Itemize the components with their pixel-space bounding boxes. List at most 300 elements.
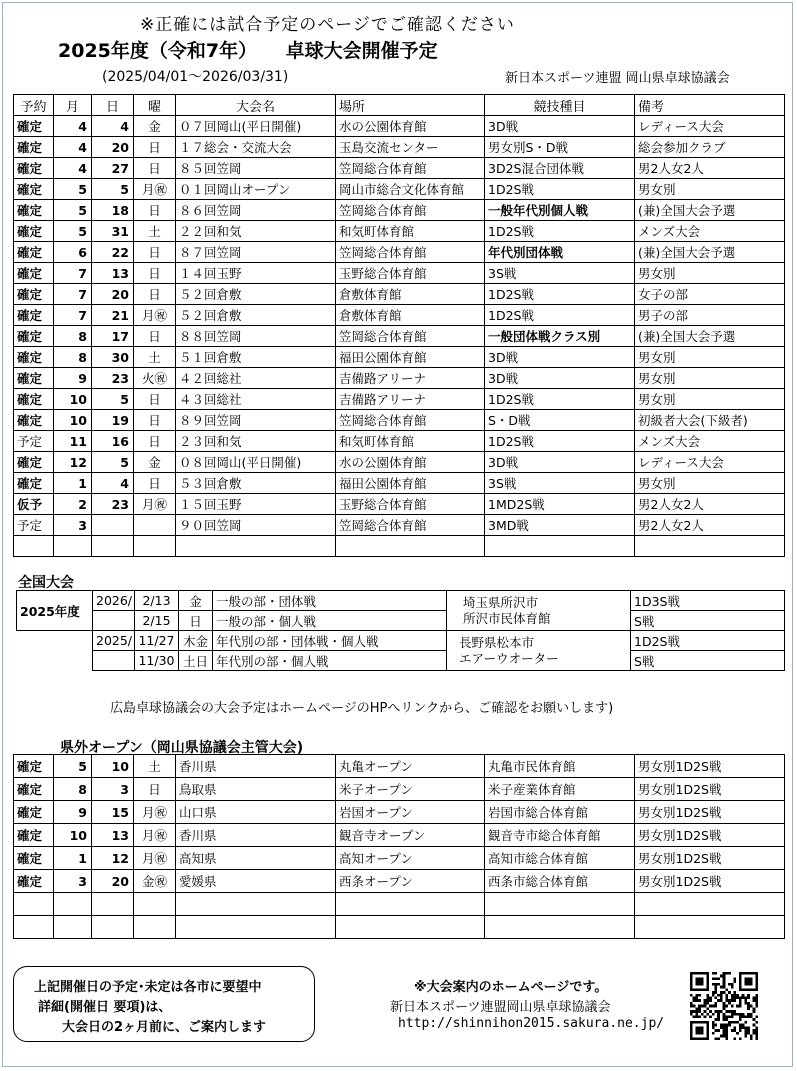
schedule-row — [14, 389, 785, 410]
schedule-cell-dow: 土 — [134, 347, 176, 368]
schedule-cell-month: 4 — [54, 158, 92, 179]
schedule-cell-month: 10 — [54, 389, 92, 410]
schedule-cell-dow: 日 — [134, 242, 176, 263]
national-dow: 金 — [179, 591, 213, 611]
info-line-3: 大会日の2ヶ月前に、ご案内します — [62, 1020, 267, 1035]
schedule-cell-day: 13 — [92, 263, 134, 284]
schedule-cell-name: １４回玉野 — [176, 263, 336, 284]
schedule-cell-event: 1D2S戦 — [485, 305, 635, 326]
schedule-cell-name: ４３回総社 — [176, 389, 336, 410]
external-row — [14, 824, 785, 847]
schedule-cell-month: 2 — [54, 494, 92, 515]
schedule-cell-month: 3 — [54, 515, 92, 536]
header-event: 競技種目 — [485, 95, 635, 116]
schedule-cell-note: 女子の部 — [635, 284, 785, 305]
national-event: S戦 — [631, 611, 785, 631]
empty-cell — [14, 536, 54, 557]
external-cell-event: 男女別1D2S戦 — [635, 870, 785, 893]
national-year — [93, 611, 135, 631]
schedule-cell-day: 20 — [92, 137, 134, 158]
schedule-cell-status: 確定 — [14, 410, 54, 431]
national-year — [93, 651, 135, 671]
schedule-cell-event: 1D2S戦 — [485, 431, 635, 452]
external-cell-status: 確定 — [14, 801, 54, 824]
national-row — [17, 591, 785, 611]
schedule-cell-event: 3MD戦 — [485, 515, 635, 536]
external-cell-pref: 香川県 — [176, 824, 336, 847]
external-cell-event: 男女別1D2S戦 — [635, 801, 785, 824]
schedule-cell-note: 男2人女2人 — [635, 515, 785, 536]
external-cell-name: 高知オープン — [336, 847, 485, 870]
schedule-cell-note: 男2人女2人 — [635, 494, 785, 515]
national-row — [17, 611, 785, 631]
schedule-cell-status: 確定 — [14, 263, 54, 284]
schedule-cell-month: 6 — [54, 242, 92, 263]
schedule-cell-name: ５２回倉敷 — [176, 284, 336, 305]
schedule-cell-place: 水の公園体育館 — [336, 116, 485, 137]
schedule-row — [14, 221, 785, 242]
schedule-cell-day: 30 — [92, 347, 134, 368]
external-cell-pref: 山口県 — [176, 801, 336, 824]
schedule-row — [14, 158, 785, 179]
external-cell-event: 男女別1D2S戦 — [635, 778, 785, 801]
schedule-cell-day: 21 — [92, 305, 134, 326]
external-row — [14, 778, 785, 801]
external-cell-month: 3 — [54, 870, 92, 893]
schedule-cell-dow: 月㊗ — [134, 179, 176, 200]
schedule-cell-event: 1D2S戦 — [485, 389, 635, 410]
schedule-header-row — [14, 95, 785, 116]
external-cell-dow: 月㊗ — [134, 847, 176, 870]
schedule-cell-note: レディース大会 — [635, 116, 785, 137]
external-row — [14, 755, 785, 778]
schedule-cell-month: 1 — [54, 473, 92, 494]
schedule-cell-month: 11 — [54, 431, 92, 452]
schedule-cell-note: レディース大会 — [635, 452, 785, 473]
schedule-row — [14, 137, 785, 158]
schedule-cell-note: 男女別 — [635, 473, 785, 494]
schedule-cell-dow: 火㊗ — [134, 368, 176, 389]
schedule-cell-status: 確定 — [14, 347, 54, 368]
schedule-cell-month: 5 — [54, 179, 92, 200]
external-cell-day: 10 — [92, 755, 134, 778]
schedule-cell-status: 確定 — [14, 221, 54, 242]
schedule-cell-place: 倉敷体育館 — [336, 305, 485, 326]
empty-cell — [54, 536, 92, 557]
schedule-cell-place: 福田公園体育館 — [336, 473, 485, 494]
homepage-url[interactable]: http://shinnihon2015.sakura.ne.jp/ — [398, 1016, 665, 1031]
link-note: 広島卓球協議会の大会予定はホームページのHPへリンクから、ご確認をお願いします) — [110, 701, 614, 716]
national-title: 全国大会 — [18, 575, 74, 591]
schedule-cell-dow: 土 — [134, 221, 176, 242]
schedule-table — [13, 94, 785, 557]
notice-text: ※正確には試合予定のページでご確認ください — [140, 15, 515, 35]
external-cell-day: 12 — [92, 847, 134, 870]
schedule-cell-dow: 日 — [134, 410, 176, 431]
schedule-cell-status: 確定 — [14, 473, 54, 494]
schedule-row — [14, 347, 785, 368]
external-cell-place: 米子産業体育館 — [485, 778, 635, 801]
national-date: 2/15 — [135, 611, 179, 631]
schedule-cell-month: 4 — [54, 137, 92, 158]
info-line-1: 上記開催日の予定･未定は各市に要望中 — [34, 980, 262, 995]
schedule-cell-place: 玉野総合体育館 — [336, 494, 485, 515]
schedule-cell-status: 予定 — [14, 431, 54, 452]
empty-cell — [54, 916, 92, 939]
schedule-row — [14, 179, 785, 200]
schedule-cell-note: (兼)全国大会予選 — [635, 200, 785, 221]
national-dow: 日 — [179, 611, 213, 631]
empty-cell — [336, 916, 485, 939]
national-division: 年代別の部・団体戦・個人戦 — [213, 631, 447, 651]
external-cell-place: 観音寺市総合体育館 — [485, 824, 635, 847]
national-year-empty — [17, 631, 93, 671]
schedule-cell-note: 男子の部 — [635, 305, 785, 326]
schedule-row — [14, 326, 785, 347]
national-venue-2-city: 長野県松本市 — [459, 634, 535, 650]
schedule-cell-place: 笠岡総合体育館 — [336, 410, 485, 431]
header-name: 大会名 — [176, 95, 336, 116]
empty-cell — [176, 893, 336, 916]
schedule-cell-dow: 日 — [134, 473, 176, 494]
empty-cell — [14, 916, 54, 939]
schedule-row — [14, 494, 785, 515]
external-cell-event: 男女別1D2S戦 — [635, 755, 785, 778]
schedule-cell-day — [92, 515, 134, 536]
schedule-cell-event: 男女別S・D戦 — [485, 137, 635, 158]
schedule-cell-dow: 月㊗ — [134, 494, 176, 515]
schedule-cell-event: 年代別団体戦 — [485, 242, 635, 263]
external-cell-status: 確定 — [14, 755, 54, 778]
schedule-cell-note: 総会参加クラブ — [635, 137, 785, 158]
schedule-cell-day: 16 — [92, 431, 134, 452]
schedule-cell-day: 17 — [92, 326, 134, 347]
schedule-cell-event: S・D戦 — [485, 410, 635, 431]
empty-cell — [176, 536, 336, 557]
empty-cell — [635, 893, 785, 916]
schedule-cell-month: 10 — [54, 410, 92, 431]
schedule-row — [14, 242, 785, 263]
schedule-cell-note: メンズ大会 — [635, 431, 785, 452]
schedule-cell-name: ５２回倉敷 — [176, 305, 336, 326]
header-note: 備考 — [635, 95, 785, 116]
external-cell-dow: 日 — [134, 778, 176, 801]
empty-cell — [336, 536, 485, 557]
schedule-cell-event: 3S戦 — [485, 263, 635, 284]
schedule-cell-dow — [134, 515, 176, 536]
header-month: 月 — [54, 95, 92, 116]
schedule-cell-dow: 日 — [134, 284, 176, 305]
national-date: 11/27 — [135, 631, 179, 651]
external-cell-month: 9 — [54, 801, 92, 824]
schedule-cell-place: 玉野総合体育館 — [336, 263, 485, 284]
schedule-cell-month: 7 — [54, 284, 92, 305]
external-cell-event: 男女別1D2S戦 — [635, 824, 785, 847]
schedule-cell-name: ８５回笠岡 — [176, 158, 336, 179]
external-cell-day: 20 — [92, 870, 134, 893]
external-cell-status: 確定 — [14, 778, 54, 801]
schedule-cell-day: 27 — [92, 158, 134, 179]
schedule-cell-day: 4 — [92, 473, 134, 494]
schedule-cell-dow: 金 — [134, 452, 176, 473]
schedule-cell-event: 一般年代別個人戦 — [485, 200, 635, 221]
schedule-cell-name: ２２回和気 — [176, 221, 336, 242]
schedule-cell-place: 和気町体育館 — [336, 221, 485, 242]
national-venue-1-hall: 所沢市民体育館 — [463, 610, 551, 626]
national-division: 一般の部・団体戦 — [213, 591, 447, 611]
schedule-cell-status: 確定 — [14, 242, 54, 263]
external-cell-place: 岩国市総合体育館 — [485, 801, 635, 824]
schedule-cell-name: １７総会・交流大会 — [176, 137, 336, 158]
schedule-row — [14, 200, 785, 221]
external-cell-day: 15 — [92, 801, 134, 824]
schedule-row-empty — [14, 536, 785, 557]
schedule-cell-day: 18 — [92, 200, 134, 221]
external-cell-day: 13 — [92, 824, 134, 847]
schedule-cell-note: 男女別 — [635, 368, 785, 389]
schedule-cell-day: 22 — [92, 242, 134, 263]
schedule-cell-place: 吉備路アリーナ — [336, 368, 485, 389]
schedule-cell-status: 確定 — [14, 284, 54, 305]
schedule-cell-name: ５１回倉敷 — [176, 347, 336, 368]
schedule-cell-day: 19 — [92, 410, 134, 431]
external-cell-pref: 香川県 — [176, 755, 336, 778]
national-division: 年代別の部・個人戦 — [213, 651, 447, 671]
empty-cell — [54, 893, 92, 916]
schedule-cell-status: 確定 — [14, 179, 54, 200]
external-cell-dow: 月㊗ — [134, 801, 176, 824]
schedule-cell-month: 5 — [54, 200, 92, 221]
schedule-cell-place: 笠岡総合体育館 — [336, 200, 485, 221]
schedule-cell-status: 確定 — [14, 200, 54, 221]
schedule-cell-status: 確定 — [14, 389, 54, 410]
schedule-row — [14, 515, 785, 536]
empty-cell — [485, 916, 635, 939]
schedule-cell-dow: 日 — [134, 389, 176, 410]
national-dow: 土日 — [179, 651, 213, 671]
empty-cell — [14, 893, 54, 916]
schedule-row — [14, 431, 785, 452]
header-status: 予約 — [14, 95, 54, 116]
schedule-cell-status: 確定 — [14, 137, 54, 158]
schedule-cell-dow: 月㊗ — [134, 305, 176, 326]
external-cell-name: 丸亀オープン — [336, 755, 485, 778]
external-table — [13, 754, 785, 939]
empty-cell — [134, 536, 176, 557]
schedule-cell-month: 5 — [54, 221, 92, 242]
schedule-cell-place: 和気町体育館 — [336, 431, 485, 452]
national-year: 2026/ — [93, 591, 135, 611]
empty-cell — [176, 916, 336, 939]
external-cell-name: 岩国オープン — [336, 801, 485, 824]
schedule-cell-status: 確定 — [14, 326, 54, 347]
schedule-cell-name: ８９回笠岡 — [176, 410, 336, 431]
empty-cell — [635, 536, 785, 557]
external-cell-pref: 愛媛県 — [176, 870, 336, 893]
schedule-row — [14, 305, 785, 326]
header-dow: 曜 — [134, 95, 176, 116]
national-date: 11/30 — [135, 651, 179, 671]
schedule-cell-name: ０１回岡山オープン — [176, 179, 336, 200]
external-cell-place: 高知市総合体育館 — [485, 847, 635, 870]
external-cell-name: 西条オープン — [336, 870, 485, 893]
empty-cell — [134, 893, 176, 916]
schedule-cell-note: 男女別 — [635, 263, 785, 284]
schedule-cell-event: 3D戦 — [485, 347, 635, 368]
schedule-cell-place: 玉島交流センター — [336, 137, 485, 158]
schedule-cell-name: １５回玉野 — [176, 494, 336, 515]
schedule-cell-day: 5 — [92, 389, 134, 410]
empty-cell — [485, 893, 635, 916]
schedule-cell-dow: 日 — [134, 137, 176, 158]
schedule-cell-note: (兼)全国大会予選 — [635, 242, 785, 263]
national-event: 1D2S戦 — [631, 631, 785, 651]
external-cell-month: 1 — [54, 847, 92, 870]
schedule-row — [14, 410, 785, 431]
schedule-cell-place: 笠岡総合体育館 — [336, 515, 485, 536]
schedule-cell-month: 9 — [54, 368, 92, 389]
schedule-cell-place: 倉敷体育館 — [336, 284, 485, 305]
external-cell-pref: 高知県 — [176, 847, 336, 870]
external-cell-dow: 金㊗ — [134, 870, 176, 893]
page-title: 2025年度（令和7年） 卓球大会開催予定 — [58, 40, 438, 62]
schedule-cell-name: ０７回岡山(平日開催) — [176, 116, 336, 137]
schedule-cell-day: 31 — [92, 221, 134, 242]
national-table — [16, 590, 785, 671]
external-cell-day: 3 — [92, 778, 134, 801]
schedule-cell-note: 男女別 — [635, 179, 785, 200]
schedule-cell-month: 7 — [54, 305, 92, 326]
schedule-cell-status: 確定 — [14, 116, 54, 137]
external-cell-status: 確定 — [14, 824, 54, 847]
schedule-cell-dow: 日 — [134, 326, 176, 347]
schedule-cell-dow: 日 — [134, 263, 176, 284]
schedule-cell-event: 3S戦 — [485, 473, 635, 494]
schedule-cell-day: 23 — [92, 368, 134, 389]
schedule-cell-dow: 日 — [134, 158, 176, 179]
schedule-cell-name: ５３回倉敷 — [176, 473, 336, 494]
schedule-cell-status: 確定 — [14, 158, 54, 179]
schedule-cell-day: 23 — [92, 494, 134, 515]
external-row — [14, 847, 785, 870]
schedule-cell-place: 水の公園体育館 — [336, 452, 485, 473]
schedule-cell-place: 笠岡総合体育館 — [336, 158, 485, 179]
external-cell-place: 西条市総合体育館 — [485, 870, 635, 893]
homepage-label: ※大会案内のホームページです。 — [414, 980, 608, 995]
schedule-cell-event: 3D戦 — [485, 452, 635, 473]
schedule-cell-name: ２３回和気 — [176, 431, 336, 452]
schedule-cell-note: (兼)全国大会予選 — [635, 326, 785, 347]
external-cell-place: 丸亀市民体育館 — [485, 755, 635, 778]
external-title: 県外オープン（岡山県協議会主管大会) — [60, 740, 304, 756]
external-cell-month: 5 — [54, 755, 92, 778]
schedule-cell-month: 4 — [54, 116, 92, 137]
external-cell-month: 8 — [54, 778, 92, 801]
empty-cell — [336, 893, 485, 916]
schedule-cell-note: メンズ大会 — [635, 221, 785, 242]
schedule-cell-status: 確定 — [14, 368, 54, 389]
schedule-cell-dow: 日 — [134, 431, 176, 452]
schedule-cell-event: 3D戦 — [485, 368, 635, 389]
national-year: 2025/ — [93, 631, 135, 651]
schedule-cell-month: 12 — [54, 452, 92, 473]
external-cell-name: 観音寺オープン — [336, 824, 485, 847]
national-event: 1D3S戦 — [631, 591, 785, 611]
info-line-2: 詳細(開催日 要項)は、 — [38, 1000, 172, 1015]
external-cell-dow: 土 — [134, 755, 176, 778]
schedule-cell-place: 吉備路アリーナ — [336, 389, 485, 410]
schedule-cell-name: ８６回笠岡 — [176, 200, 336, 221]
qr-code-icon[interactable] — [690, 972, 758, 1040]
external-cell-dow: 月㊗ — [134, 824, 176, 847]
schedule-cell-dow: 金 — [134, 116, 176, 137]
schedule-cell-event: 一般団体戦クラス別 — [485, 326, 635, 347]
empty-cell — [92, 916, 134, 939]
schedule-cell-note: 男女別 — [635, 347, 785, 368]
schedule-cell-place: 笠岡総合体育館 — [336, 326, 485, 347]
schedule-row — [14, 116, 785, 137]
schedule-row — [14, 452, 785, 473]
schedule-cell-name: ９０回笠岡 — [176, 515, 336, 536]
header-day: 日 — [92, 95, 134, 116]
schedule-cell-event: 1MD2S戦 — [485, 494, 635, 515]
schedule-cell-event: 3D戦 — [485, 116, 635, 137]
organization-name: 新日本スポーツ連盟 岡山県卓球協議会 — [505, 71, 730, 86]
schedule-cell-place: 笠岡総合体育館 — [336, 242, 485, 263]
empty-cell — [92, 893, 134, 916]
empty-cell — [485, 536, 635, 557]
external-row — [14, 870, 785, 893]
schedule-cell-dow: 日 — [134, 200, 176, 221]
external-cell-status: 確定 — [14, 847, 54, 870]
schedule-cell-event: 1D2S戦 — [485, 221, 635, 242]
national-venue-1-city: 埼玉県所沢市 — [463, 594, 539, 610]
schedule-cell-name: ４２回総社 — [176, 368, 336, 389]
schedule-cell-note: 男女別 — [635, 389, 785, 410]
schedule-cell-name: ８７回笠岡 — [176, 242, 336, 263]
schedule-cell-status: 確定 — [14, 452, 54, 473]
empty-cell — [92, 536, 134, 557]
homepage-org: 新日本スポーツ連盟岡山県卓球協議会 — [390, 1000, 611, 1015]
period-text: (2025/04/01～2026/03/31) — [102, 69, 289, 85]
external-cell-status: 確定 — [14, 870, 54, 893]
external-cell-name: 米子オープン — [336, 778, 485, 801]
external-row-empty — [14, 916, 785, 939]
schedule-cell-note: 男2人女2人 — [635, 158, 785, 179]
empty-cell — [635, 916, 785, 939]
national-year-label: 2025年度 — [17, 591, 93, 631]
national-event: S戦 — [631, 651, 785, 671]
schedule-cell-day: 5 — [92, 179, 134, 200]
national-dow: 木金 — [179, 631, 213, 651]
external-cell-pref: 鳥取県 — [176, 778, 336, 801]
national-venue-2 — [447, 631, 631, 671]
external-cell-month: 10 — [54, 824, 92, 847]
schedule-cell-note: 初級者大会(下級者) — [635, 410, 785, 431]
external-row-empty — [14, 893, 785, 916]
schedule-row — [14, 473, 785, 494]
schedule-cell-day: 5 — [92, 452, 134, 473]
schedule-row — [14, 368, 785, 389]
schedule-cell-event: 1D2S戦 — [485, 284, 635, 305]
schedule-cell-status: 仮予 — [14, 494, 54, 515]
national-row — [17, 631, 785, 651]
national-venue-2-hall: エアーウオーター — [459, 650, 559, 666]
schedule-cell-event: 3D2S混合団体戦 — [485, 158, 635, 179]
header-place: 場所 — [336, 95, 485, 116]
schedule-cell-month: 8 — [54, 326, 92, 347]
schedule-cell-place: 福田公園体育館 — [336, 347, 485, 368]
